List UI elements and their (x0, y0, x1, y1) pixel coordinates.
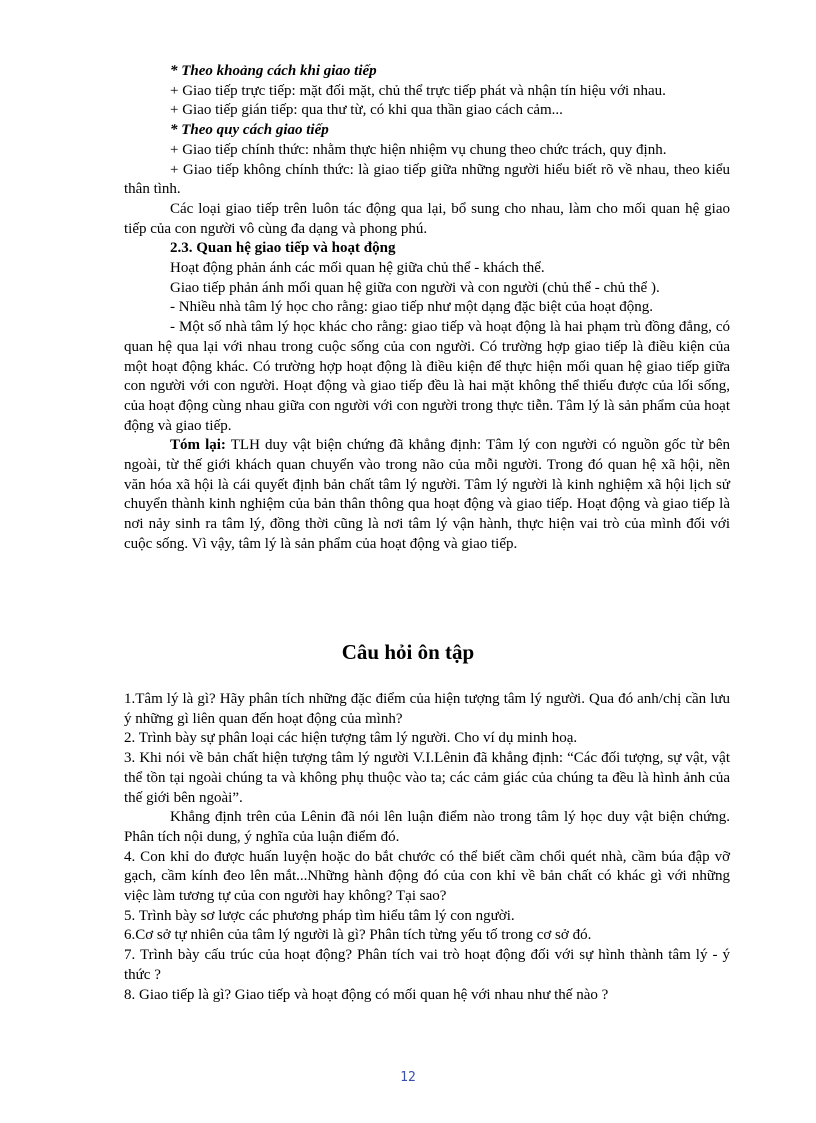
question-7: 7. Trình bày cấu trúc của hoạt động? Phân tích vai trò hoạt động đối với sự hình thành tâm lý - ý thức ? (124, 947, 730, 983)
heading-norm: * Theo quy cách giao tiếp (170, 122, 329, 139)
body-text (124, 62, 730, 555)
question-6: 6.Cơ sở tự nhiên của tâm lý người là gì? Phân tích từng yếu tố trong cơ sở đó. (124, 927, 592, 944)
summary-label: Tóm lại: (170, 437, 226, 454)
para-view-1: - Nhiều nhà tâm lý học cho rằng: giao tiếp như một dạng đặc biệt của hoạt động. (170, 299, 653, 316)
question-4: 4. Con khỉ do được huấn luyện hoặc do bắt chước có thể biết cầm chổi quét nhà, cầm búa đập vỡ gạch, cầm kính đeo lên mắt...Những hành động đó của con khỉ về bản chất có khác gì với những việc làm tương tự của con người hay không? Tại sao? (124, 848, 730, 905)
para-summary (124, 436, 730, 554)
review-questions (124, 690, 730, 1005)
para-informal: + Giao tiếp không chính thức: là giao tiếp giữa những người hiểu biết rõ về nhau, theo kiểu thân tình. (124, 161, 730, 198)
para-view-2: - Một số nhà tâm lý học khác cho rằng: giao tiếp và hoạt động là hai phạm trù đồng đẳng, có quan hệ qua lại với nhau trong cuộc sống của con người. Có trường hợp giao tiếp là điều kiện của một hoạt động khác. Có trường hợp hoạt động là điều kiện để thực hiện mối quan hệ giao tiếp giữa con người với con người. Hoạt động và giao tiếp đều là hai mặt không thể thiếu được của lối sống, của hoạt động cùng nhau giữa con người với con người trong thực tiễn. Tâm lý là sản phẩm của hoạt động và giao tiếp. (124, 319, 730, 434)
question-8: 8. Giao tiếp là gì? Giao tiếp và hoạt động có mối quan hệ với nhau như thế nào ? (124, 986, 609, 1003)
para-communication: Giao tiếp phản ánh mối quan hệ giữa con người và con người (chủ thể - chủ thể ). (170, 279, 660, 296)
question-3-followup: Khẳng định trên của Lênin đã nói lên luận điểm nào trong tâm lý học duy vật biện chứng. Phân tích nội dung, ý nghĩa của luận điểm đó. (124, 809, 730, 845)
question-1: 1.Tâm lý là gì? Hãy phân tích những đặc điểm của hiện tượng tâm lý người. Qua đó anh/chị cần lưu ý những gì liên quan đến hoạt động của mình? (124, 691, 730, 727)
para-activity: Hoạt động phản ánh các mối quan hệ giữa chủ thể - khách thể. (170, 260, 545, 277)
para-formal: + Giao tiếp chính thức: nhằm thực hiện nhiệm vụ chung theo chức trách, quy định. (170, 141, 667, 158)
para-indirect: + Giao tiếp gián tiếp: qua thư từ, có khi qua thần giao cách cảm... (170, 102, 563, 119)
section-heading: 2.3. Quan hệ giao tiếp và hoạt động (170, 240, 396, 257)
para-direct: + Giao tiếp trực tiếp: mặt đối mặt, chủ thể trực tiếp phát và nhận tín hiệu với nhau. (170, 82, 666, 99)
page-number: 12 (400, 1070, 416, 1085)
question-3: 3. Khi nói về bản chất hiện tượng tâm lý người V.I.Lênin đã khẳng định: “Các đối tượng, sự vật, vật thể tồn tại ngoài chúng ta và không phụ thuộc vào ta; các cảm giác của chúng ta đều là hình ảnh của thế giới bên ngoài”. (124, 750, 730, 806)
heading-distance: * Theo khoảng cách khi giao tiếp (170, 63, 377, 79)
summary-text: TLH duy vật biện chứng đã khẳng định: Tâm lý con người có nguồn gốc từ bên ngoài, từ thế giới khách quan chuyển vào trong não của mỗi người. Trong đó quan hệ xã hội, nền văn hóa xã hội là cái quyết định bản chất tâm lý người. Tâm lý người là kinh nghiệm xã hội lịch sử chuyển thành kinh nghiệm của bản thân thông qua hoạt động và giao tiếp. Hoạt động và giao tiếp là nơi nảy sinh ra tâm lý, đồng thời cũng là nơi tâm lý vận hành, thực hiện vai trò của mình đối với cuộc sống. Vì vậy, tâm lý là sản phẩm của hoạt động và giao tiếp. (124, 437, 730, 552)
para-types: Các loại giao tiếp trên luôn tác động qua lại, bổ sung cho nhau, làm cho mối quan hệ giao tiếp của con người vô cùng đa dạng và phong phú. (124, 200, 730, 237)
review-title: Câu hỏi ôn tập (341, 640, 475, 664)
question-5: 5. Trình bày sơ lược các phương pháp tìm hiểu tâm lý con người. (124, 907, 515, 924)
question-2: 2. Trình bày sự phân loại các hiện tượng tâm lý người. Cho ví dụ minh hoạ. (124, 730, 578, 747)
